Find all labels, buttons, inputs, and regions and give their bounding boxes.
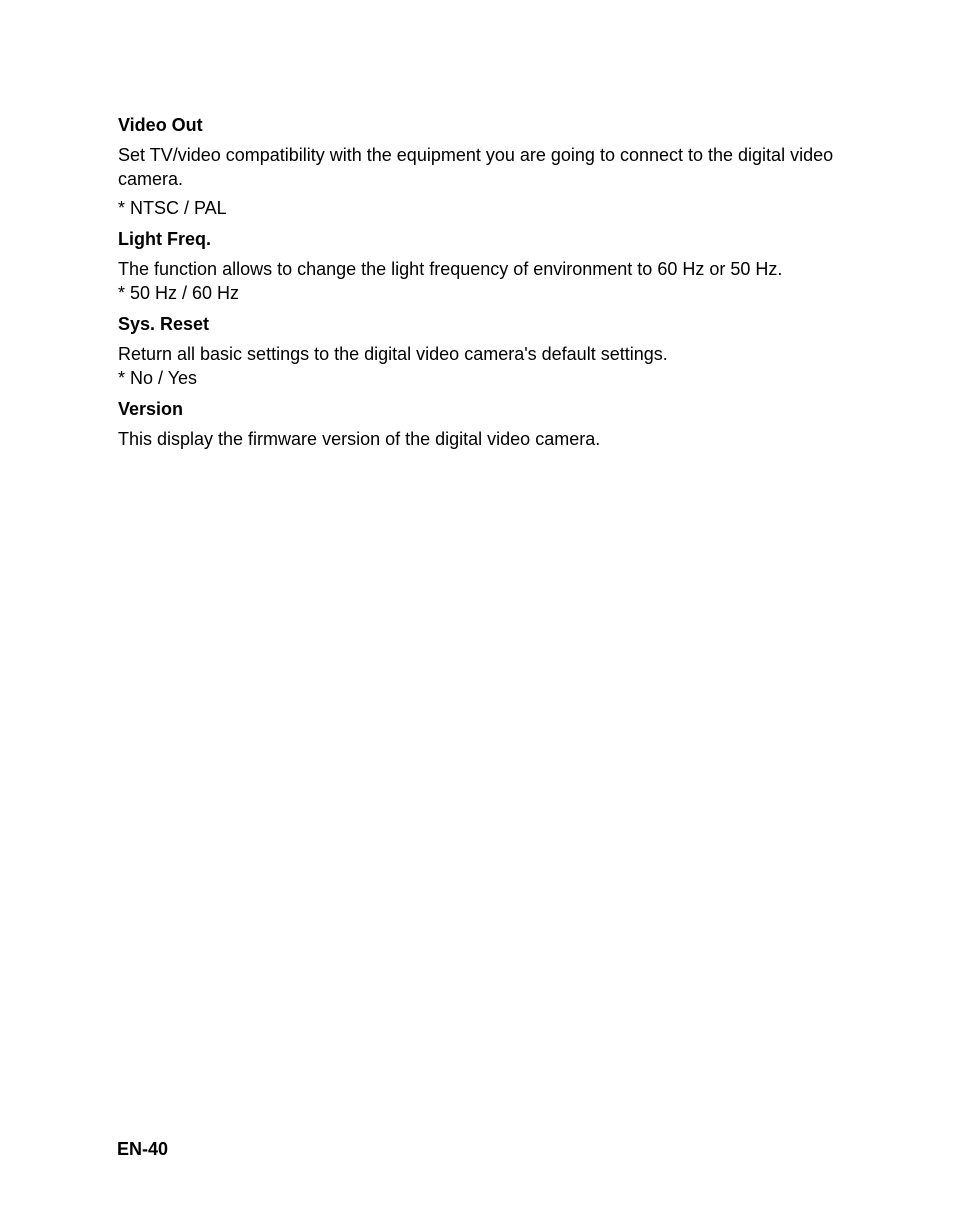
section-sys-reset: [118, 313, 838, 390]
section-options-light-freq: * 50 Hz / 60 Hz: [118, 283, 240, 303]
document-content: [118, 114, 838, 451]
section-light-freq: [118, 228, 838, 305]
section-body-sys-reset: Return all basic settings to the digital video camera's default settings.: [118, 344, 668, 364]
section-version: [118, 398, 838, 451]
section-title-version: Version: [118, 399, 184, 419]
section-title-light-freq: Light Freq.: [118, 229, 211, 249]
section-body-light-freq: The function allows to change the light frequency of environment to 60 Hz or 50 Hz.: [118, 259, 783, 279]
page-number: EN-40: [117, 1139, 169, 1159]
section-body-version: This display the firmware version of the digital video camera.: [118, 429, 601, 449]
section-title-sys-reset: Sys. Reset: [118, 314, 210, 334]
section-body-video-out: Set TV/video compatibility with the equipment you are going to connect to the digital video camera.: [118, 145, 834, 189]
section-options-video-out: * NTSC / PAL: [118, 198, 227, 218]
section-video-out: [118, 114, 838, 220]
section-options-sys-reset: * No / Yes: [118, 368, 198, 388]
section-title-video-out: Video Out: [118, 115, 203, 135]
